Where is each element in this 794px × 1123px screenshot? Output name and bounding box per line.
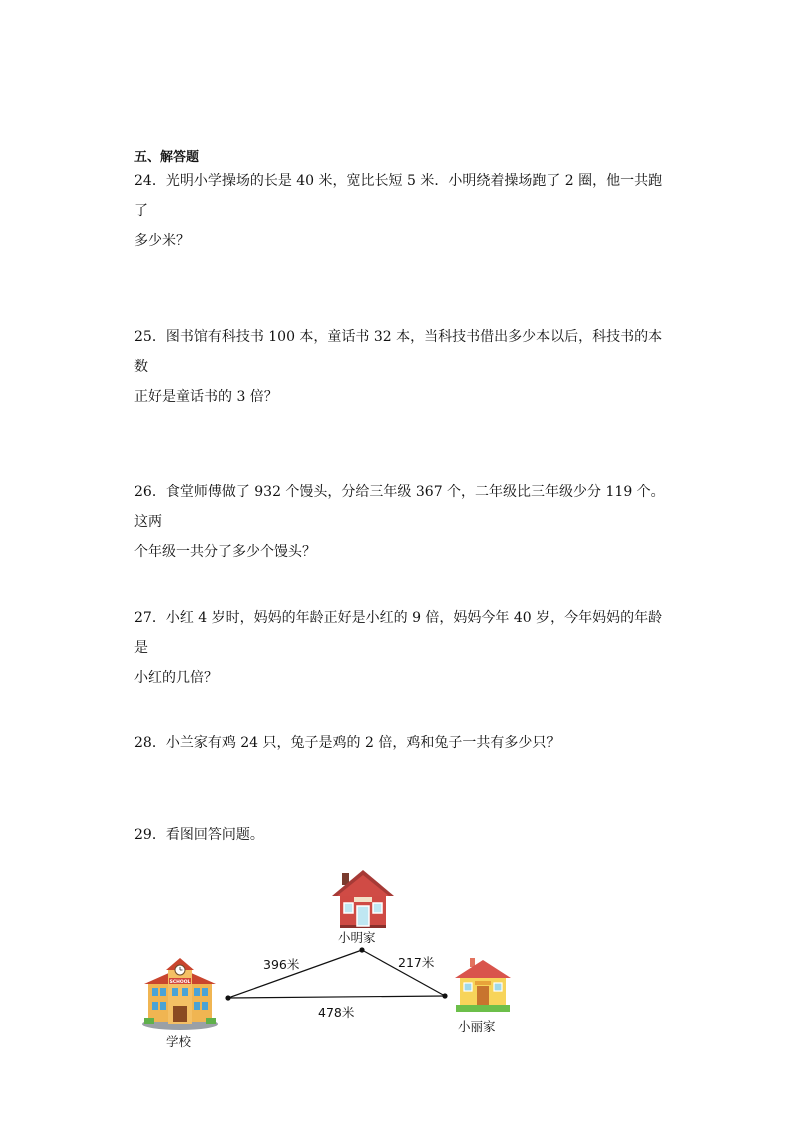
question-line: 多少米？ xyxy=(134,233,190,249)
question-line: 24．光明小学操场的长是 40 米，宽比长短 5 米．小明绕着操场跑了 2 圈，他一共跑了 xyxy=(134,173,663,219)
school-sign-text: SCHOOL xyxy=(169,980,191,985)
question-line: 26．食堂师傅做了 932 个馒头，分给三年级 367 个，二年级比三年级少分 119 个。这两 xyxy=(134,484,665,530)
question-28 xyxy=(134,728,674,758)
question-line: 25．图书馆有科技书 100 本，童话书 32 本，当科技书借出多少本以后，科技书的本数 xyxy=(134,329,663,375)
red-house-icon xyxy=(332,870,394,928)
point-xiaoming xyxy=(359,947,364,952)
question-line: 27．小红 4 岁时，妈妈的年龄正好是小红的 9 倍，妈妈今年 40 岁，今年妈妈的年龄是 xyxy=(134,610,663,656)
section-title: 五、解答题 xyxy=(134,150,200,165)
distance-label-school-xiaoming: 396米 xyxy=(263,957,300,972)
point-school xyxy=(225,995,230,1000)
xiaoming-home-label: 小明家 xyxy=(338,930,376,945)
question-27 xyxy=(134,603,674,693)
distance-label-school-xiaoli: 478米 xyxy=(318,1005,355,1020)
question-line: 个年级一共分了多少个馒头？ xyxy=(134,544,316,560)
school-label: 学校 xyxy=(166,1034,192,1049)
question-25 xyxy=(134,322,674,412)
question-24 xyxy=(134,166,674,256)
distance-figure xyxy=(130,858,530,1058)
point-xiaoli xyxy=(442,993,447,998)
question-line: 小红的几倍？ xyxy=(134,670,218,686)
question-line: 正好是童话书的 3 倍？ xyxy=(134,389,278,405)
question-line: 28．小兰家有鸡 24 只，兔子是鸡的 2 倍，鸡和兔子一共有多少只？ xyxy=(134,735,561,751)
distance-label-xiaoming-xiaoli: 217米 xyxy=(398,955,435,970)
xiaoli-home-label: 小丽家 xyxy=(458,1019,496,1034)
question-26 xyxy=(134,477,674,567)
yellow-house-icon xyxy=(455,958,511,1012)
school-building-icon xyxy=(142,958,218,1030)
question-29 xyxy=(134,820,674,850)
line-school-xiaoli xyxy=(228,996,445,998)
question-line: 29．看图回答问题。 xyxy=(134,827,264,843)
